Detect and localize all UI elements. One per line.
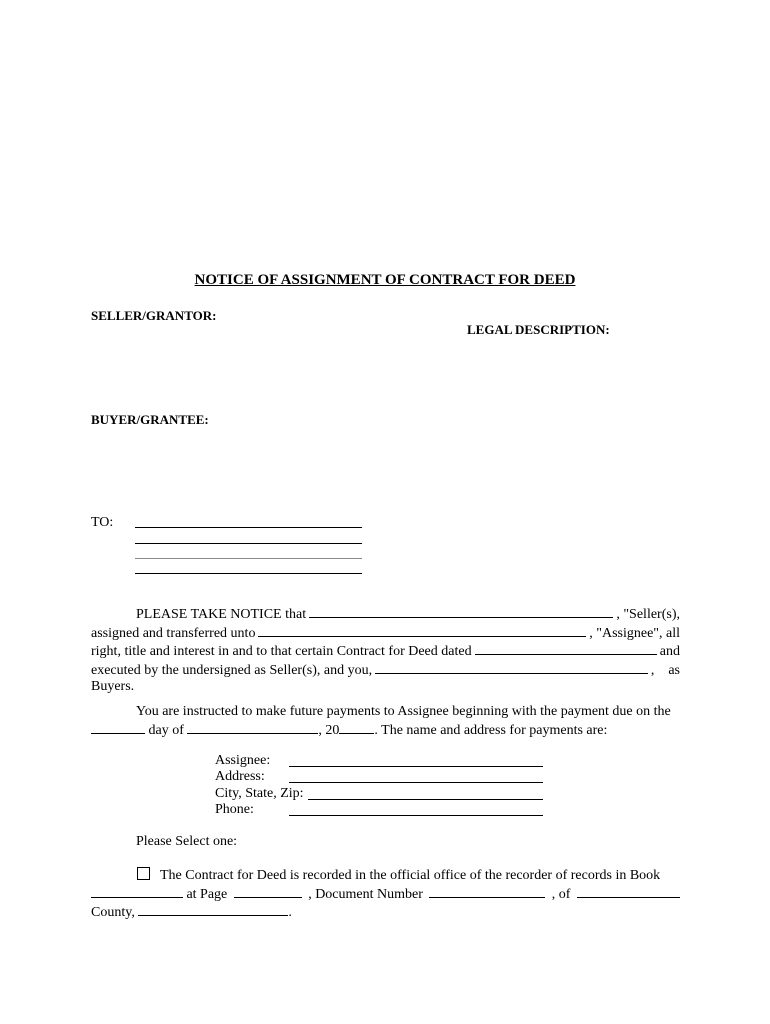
address-label: Address: (215, 769, 265, 784)
city-state-zip-label: City, State, Zip: (215, 786, 304, 801)
phone-label: Phone: (215, 802, 254, 817)
seller-name-field[interactable] (309, 605, 613, 618)
notice-line1-end: , "Seller(s), (616, 607, 680, 622)
to-label: TO: (91, 515, 114, 530)
notice-line4-end: as (668, 662, 680, 678)
city-state-zip-field[interactable] (308, 799, 543, 800)
payments-line1-text: You are instructed to make future payments to Assignee beginning with the payment due on the (136, 704, 671, 719)
to-line-3[interactable] (135, 558, 362, 559)
phone-field[interactable] (289, 815, 543, 816)
to-line-1[interactable] (135, 527, 362, 528)
address-field[interactable] (289, 782, 543, 783)
due-day-field[interactable] (91, 721, 145, 734)
notice-line3-text: right, title and interest in and to that certain Contract for Deed dated (91, 644, 472, 659)
notice-paragraph (91, 605, 680, 696)
notice-line3-end: and (659, 644, 680, 659)
payments-line2-end: . The name and address for payments are: (374, 722, 608, 738)
seller-grantor-label: SELLER/GRANTOR: (91, 308, 217, 323)
option1-of: , of (551, 886, 571, 902)
book-field[interactable] (91, 885, 183, 898)
assignee-label: Assignee: (215, 753, 271, 768)
notice-line2-text: assigned and transferred unto (91, 625, 256, 641)
to-line-4[interactable] (135, 573, 362, 574)
recorded-option-checkbox[interactable] (137, 867, 150, 880)
buyer-grantee-label: BUYER/GRANTEE: (91, 412, 209, 427)
contract-date-field[interactable] (475, 642, 657, 655)
notice-line2-end: , "Assignee", all (589, 625, 680, 641)
payments-day-of: day of (148, 722, 184, 738)
notice-line5-text: Buyers. (91, 679, 135, 694)
payments-year-prefix: , 20 (318, 722, 340, 738)
option1-at-page: at Page (186, 886, 228, 902)
notice-line1-text: PLEASE TAKE NOTICE that (136, 607, 307, 622)
option1-line1-text: The Contract for Deed is recorded in the official office of the recorder of records in Book (160, 868, 661, 883)
option1-document-number: , Document Number (308, 886, 423, 902)
due-year-field[interactable] (339, 721, 374, 734)
document-number-field[interactable] (429, 885, 545, 898)
county-field[interactable] (138, 903, 288, 916)
to-line-2[interactable] (135, 543, 362, 544)
legal-description-label: LEGAL DESCRIPTION: (467, 322, 610, 337)
notice-line4-comma: , (650, 662, 655, 678)
assignee-field[interactable] (289, 766, 543, 767)
payments-paragraph (91, 704, 680, 739)
recorder-location-field[interactable] (577, 885, 680, 898)
notice-line4-text: executed by the undersigned as Seller(s), and you, (91, 662, 373, 678)
due-month-field[interactable] (187, 721, 318, 734)
select-prompt: Please Select one: (136, 834, 238, 849)
document-title: NOTICE OF ASSIGNMENT OF CONTRACT FOR DEED (194, 272, 576, 288)
buyer-name-field[interactable] (375, 661, 648, 674)
option1-county-label: County, (91, 905, 135, 920)
option-recorded-paragraph (91, 867, 680, 922)
assignee-name-field[interactable] (258, 624, 586, 637)
page-field[interactable] (234, 885, 302, 898)
option1-line3-end: . (288, 905, 292, 920)
